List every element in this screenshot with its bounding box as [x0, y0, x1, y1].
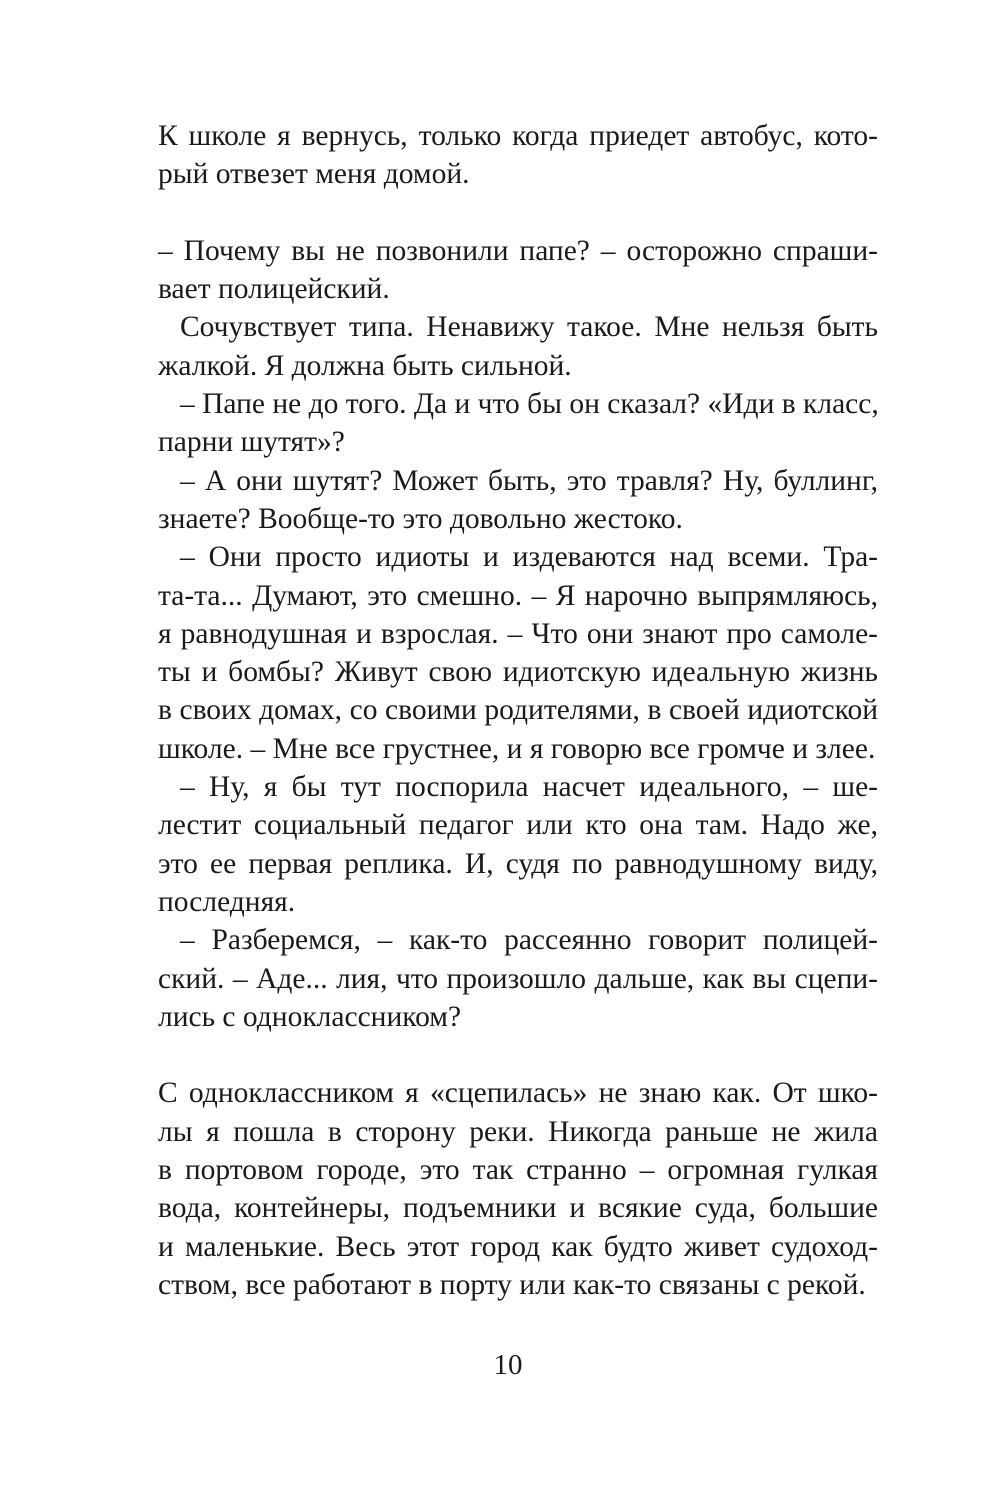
text-line: – Почему вы не позвонили папе? – осторожно спраши-	[158, 234, 878, 267]
body-text	[158, 117, 878, 1304]
paragraph-gap	[158, 1036, 878, 1074]
text-line: – Папе не до того. Да и что бы он сказал? «Иди в класс,	[180, 388, 879, 421]
text-line: это ее первая реплика. И, судя по равнодушному виду,	[158, 847, 878, 880]
page-number: 10	[493, 1349, 523, 1381]
paragraph	[158, 921, 878, 1036]
text-line: лись с одноклассником?	[158, 1000, 462, 1033]
paragraph	[158, 1074, 878, 1304]
text-line: вода, контейнеры, подъемники и всякие суда, большие	[158, 1192, 878, 1225]
text-line: – Разберемся, – как-то рассеянно говорит полицей-	[180, 924, 878, 957]
text-line: парни шутят»?	[158, 426, 345, 459]
text-line: – Они просто идиоты и издеваются над всеми. Тра-	[180, 541, 878, 574]
text-line: жалкой. Я должна быть сильной.	[158, 349, 572, 382]
text-line: лы я пошла в сторону реки. Никогда раньше не жила	[158, 1115, 878, 1148]
text-line: та-та... Думают, это смешно. – Я нарочно выпрямляюсь,	[158, 579, 878, 612]
text-line: в портовом городе, это так странно – огромная гулкая	[158, 1154, 878, 1187]
text-line: вает полицейский.	[158, 273, 390, 306]
text-line: К школе я вернусь, только когда приедет автобус, кото-	[158, 120, 878, 152]
text-line: школе. – Мне все грустнее, и я говорю все громче и злее.	[158, 732, 876, 765]
text-line: ты и бомбы? Живут свою идиотскую идеальную жизнь	[158, 656, 878, 689]
text-line: С одноклассником я «сцепилась» не знаю как. От шко-	[158, 1077, 878, 1110]
text-line: – Ну, я бы тут поспорила насчет идеального, – ше-	[180, 771, 878, 804]
text-line: Сочувствует типа. Ненавижу такое. Мне нельзя быть	[180, 311, 878, 344]
paragraph-gap	[158, 194, 878, 232]
text-line: рый отвезет меня домой.	[158, 158, 470, 191]
text-line: в своих домах, со своими родителями, в своей идиотской	[158, 694, 878, 727]
text-line: я равнодушная и взрослая. – Что они знают про самоле-	[158, 617, 878, 650]
text-line: лестит социальный педагог или кто она там. Надо же,	[158, 809, 878, 842]
paragraph	[158, 308, 878, 385]
text-line: знаете? Вообще-то это довольно жестоко.	[158, 502, 683, 535]
text-line: ством, все работают в порту или как-то связаны с рекой.	[158, 1268, 866, 1301]
text-line: последняя.	[158, 885, 296, 918]
text-line: ский. – Аде... лия, что произошло дальше, как вы сцепи-	[158, 962, 878, 995]
text-line: – А они шутят? Может быть, это травля? Ну, буллинг,	[180, 464, 878, 497]
paragraph	[158, 768, 878, 921]
paragraph	[158, 462, 878, 539]
paragraph	[158, 117, 878, 194]
paragraph	[158, 385, 878, 462]
paragraph	[158, 232, 878, 309]
text-line: и маленькие. Весь этот город как будто живет судоход-	[158, 1230, 878, 1263]
paragraph	[158, 538, 878, 768]
